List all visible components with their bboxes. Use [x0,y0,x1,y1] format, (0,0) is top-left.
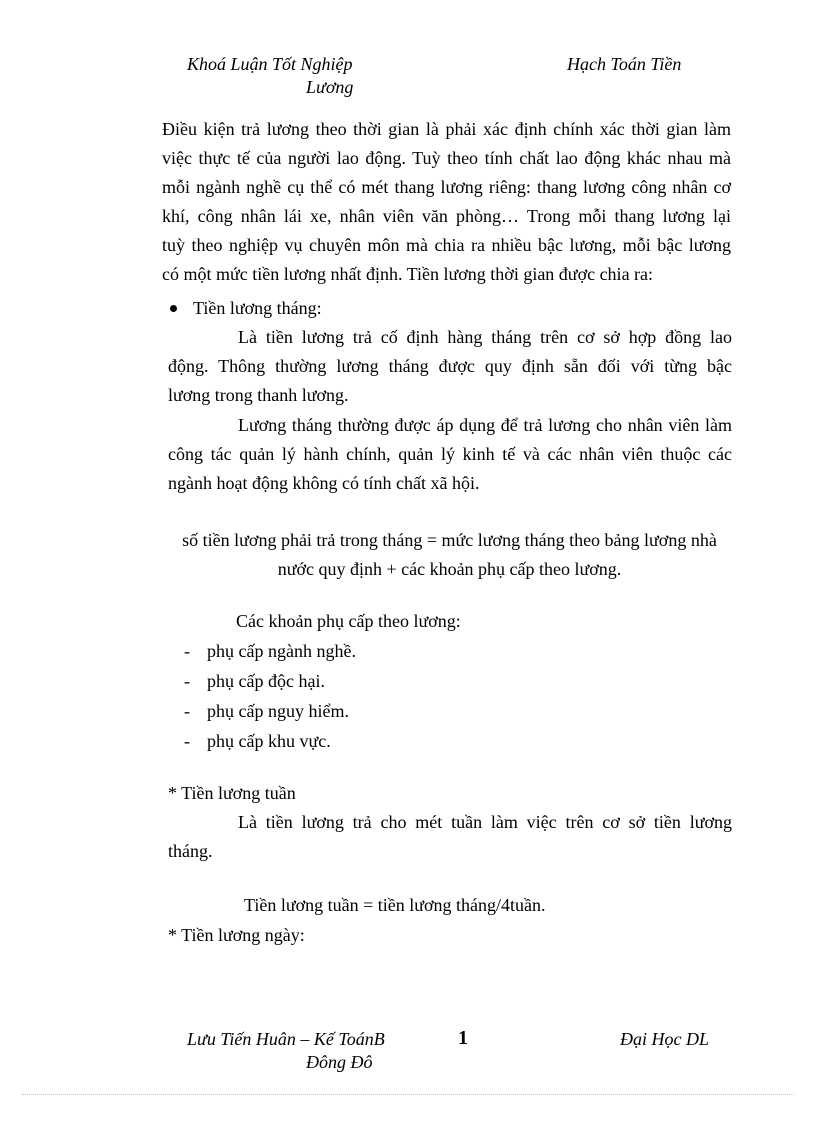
dash-marker: - [184,731,190,751]
paragraph-line: ngành hoạt động không có tính chất xã hội. [168,473,480,493]
footer-author: Lưu Tiến Huân – Kế ToánB [187,1029,385,1049]
page-number: 1 [458,1027,468,1049]
paragraph-line: Lương tháng thường được áp dụng để trả lương cho nhân viên làm [238,415,732,435]
paragraph-line: việc thực tế của người lao động. Tuỳ theo tính chất lao động khác nhau mà [162,148,731,168]
intro-paragraph [162,115,731,295]
monthly-usage-paragraph [168,411,732,501]
paragraph-line: Điều kiện trả lương theo thời gian là phải xác định chính xác thời gian làm [162,119,731,139]
allowance-item: phụ cấp khu vực. [207,731,331,751]
weekly-formula: Tiền lương tuần = tiền lương tháng/4tuần. [244,895,546,915]
header-right-title: Hạch Toán Tiền [567,54,682,74]
bullet-monthly-salary: Tiền lương tháng: [193,298,322,318]
paragraph-line: tháng. [168,841,213,861]
weekly-paragraph [168,808,732,868]
paragraph-line: lương trong thanh lương. [168,385,349,405]
paragraph-line: động. Thông thường lương tháng được quy định sẵn đối với từng bậc [168,356,732,376]
bullet-icon [170,305,177,312]
paragraph-line: mỗi ngành nghề cụ thể có mét thang lương riêng: thang lương công nhân cơ [162,177,731,197]
paragraph-line: Là tiền lương trả cho mét tuần làm việc trên cơ sở tiền lương [238,812,732,832]
daily-heading: * Tiền lương ngày: [168,925,305,945]
weekly-heading: * Tiền lương tuần [168,783,296,803]
paragraph-line: công tác quản lý hành chính, quản lý kinh tế và các nhân viên thuộc các [168,444,732,464]
monthly-formula-line2: nước quy định + các khoản phụ cấp theo lương. [277,559,622,579]
allowance-item: phụ cấp nguy hiểm. [207,701,349,721]
dash-marker: - [184,701,190,721]
monthly-definition-paragraph [168,323,732,413]
allowance-item: phụ cấp độc hại. [207,671,325,691]
dash-marker: - [184,671,190,691]
paragraph-line: khí, công nhân lái xe, nhân viên văn phòng… Trong mỗi thang lương lại [162,206,731,226]
footer-author-continued: Đông Đô [306,1052,373,1072]
page-bottom-divider [22,1094,794,1095]
header-right-title-continued: Lương [306,77,354,97]
paragraph-line: có một mức tiền lương nhất định. Tiền lương thời gian được chia ra: [162,264,654,284]
header-left-title: Khoá Luận Tốt Nghiệp [187,54,353,74]
paragraph-line: tuỳ theo nghiệp vụ chuyên môn mà chia ra nhiều bậc lương, mỗi bậc lương [162,235,731,255]
footer-university: Đại Học DL [620,1029,709,1049]
paragraph-line: Là tiền lương trả cố định hàng tháng trên cơ sở hợp đồng lao [238,327,732,347]
dash-marker: - [184,641,190,661]
monthly-formula-line1: số tiền lương phải trả trong tháng = mức lương tháng theo bảng lương nhà [182,530,717,550]
allowance-item: phụ cấp ngành nghề. [207,641,356,661]
allowances-title: Các khoản phụ cấp theo lương: [236,611,461,631]
